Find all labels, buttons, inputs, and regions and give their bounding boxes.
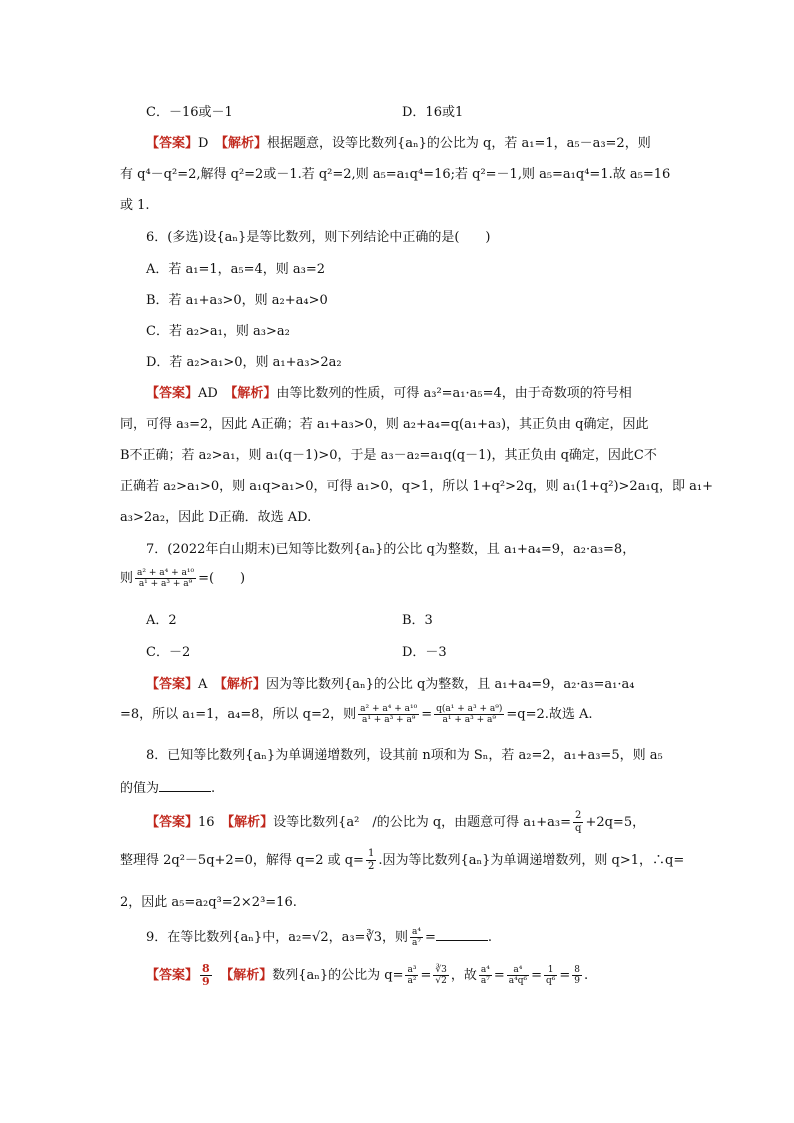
q5-answer-line	[146, 135, 651, 153]
q7-fraction: $\frac{\text{a² + a⁴ + a¹⁰}}{\text{a¹ + a³ + a⁹}}$	[137, 568, 195, 589]
explanation-label: 【解析】	[221, 136, 267, 151]
q8-explanation-line-3: 2，因此 a₅=a₂q³=2×2³=16.	[120, 895, 297, 910]
answer-blank	[436, 928, 488, 941]
answer-label: 【答案】	[146, 677, 199, 692]
answer-label: 【答案】	[146, 386, 199, 401]
q7-exp-fraction-1: $\frac{\text{a² + a⁴ + a¹⁰}}{\text{a¹ + a³ + a⁹}}$	[360, 704, 418, 725]
answer-label: 【答案】	[146, 815, 199, 830]
q6-explanation-line-4: 正确若 a₂>a₁>0，则 a₁q>a₁>0，可得 a₁>0，q>1，所以 1+q²>2q，则 a₁(1+q²)>2a₁q，即 a₁+	[120, 479, 713, 494]
answer-value: D	[198, 136, 209, 151]
q6-option-d: D．若 a₂>a₁>0，则 a₁+a₃>2a₂	[146, 355, 342, 370]
q9-frac-1: $\frac{\text{a³}}{\text{a²}}$	[407, 965, 417, 986]
answer-value: AD	[198, 386, 218, 401]
q9-stem: 9．在等比数列{aₙ}中，a₂=√2，a₃=∛3，则 $\frac{\text{a⁴}}{\text{a⁷}}$ = .	[146, 927, 493, 948]
q9-frac-4: $\frac{\text{a⁴}}{\text{a⁴q⁶}}$	[508, 965, 528, 986]
explanation-label: 【解析】	[227, 815, 274, 830]
explanation-label: 【解析】	[230, 386, 277, 401]
q9-stem-fraction: $\frac{\text{a⁴}}{\text{a⁷}}$	[412, 927, 421, 948]
explanation-label: 【解析】	[226, 968, 273, 983]
q6-answer-line	[146, 385, 632, 403]
explanation-label: 【解析】	[220, 677, 266, 692]
q6-explanation-line-2: 同，可得 a₃=2，因此 A正确；若 a₁+a₃>0，则 a₂+a₄=q(a₁+a₃)，其正负由 q确定，因此	[120, 417, 649, 432]
q6-stem: 6．(多选)设{aₙ}是等比数列，则下列结论中正确的是( )	[146, 230, 491, 245]
q7-question-line: 则 $\frac{\text{a² + a⁴ + a¹⁰}}{\text{a¹ + a³ + a⁹}}$ =( )	[120, 568, 246, 589]
q9-answer-fraction: $\frac{8}{9}$	[202, 962, 210, 988]
answer-blank	[159, 779, 211, 792]
q8-stem: 8．已知等比数列{aₙ}为单调递增数列，设其前 n项和为 Sₙ，若 a₂=2，a₁+a₃=5，则 a₅	[146, 748, 663, 763]
q6-option-b: B．若 a₁+a₃>0，则 a₂+a₄>0	[146, 293, 328, 308]
explanation-text: 根据题意，设等比数列{aₙ}的公比为 q，若 a₁=1，a₅－a₃=2，则	[266, 136, 651, 151]
explanation-text: 由等比数列的性质，可得 a₃²=a₁·a₅=4，由于奇数项的符号相	[276, 386, 632, 401]
q8-stem-line-2: 的值为 .	[120, 781, 216, 796]
q9-answer-line: 【答案】 $\frac{8}{9}$ 【解析】数列{aₙ}的公比为 q= $\frac{\text{a³}}{\text{a²}}$ = $\frac{∛3}{√2}$ ，故 $\frac{\text{a⁴}}{\text{a⁷}}$ = $\frac{\text{a⁴}}{\text{a⁴q⁶}}$ = $\frac{1}{\text{q⁶}}$ = $\frac{8}{9}$ .	[146, 962, 589, 988]
q6-option-c: C．若 a₂>a₁，则 a₃>a₂	[146, 324, 290, 339]
answer-value: A	[198, 677, 208, 692]
q8-answer-line: 【答案】16 【解析】设等比数列{a² /的公比为 q，由题意可得 a₁+a₃= $\frac{2}{q}$ +2q=5，	[146, 810, 646, 834]
q5-explanation-line-2: 有 q⁴－q²=2,解得 q²=2或－1.若 q²=2,则 a₅=a₁q⁴=16;若 q²=－1,则 a₅=a₁q⁴=1.故 a₅=16	[120, 167, 671, 182]
answer-label: 【答案】	[146, 968, 199, 983]
q6-explanation-line-3: B不正确；若 a₂>a₁，则 a₁(q－1)>0，于是 a₃－a₂=a₁q(q－1)，其正负由 q确定，因此C不	[120, 448, 657, 463]
q9-frac-6: $\frac{8}{9}$	[574, 965, 580, 986]
q9-frac-2: $\frac{∛3}{√2}$	[435, 965, 447, 986]
q5-explanation-line-3: 或 1.	[120, 198, 150, 213]
q7-option-a: A．2	[146, 613, 177, 628]
q7-option-c: C．－2	[146, 645, 191, 660]
q8-half-fraction: $\frac{1}{2}$	[367, 848, 375, 872]
answer-value: 16	[198, 815, 215, 830]
q7-stem: 7．(2022年白山期末)已知等比数列{aₙ}的公比 q为整数，且 a₁+a₄=9，a₂·a₃=8，	[146, 542, 636, 557]
q7-option-b: B．3	[402, 613, 433, 628]
q9-frac-3: $\frac{\text{a⁴}}{\text{a⁷}}$	[480, 965, 490, 986]
q7-explanation-line-2: =8，所以 a₁=1，a₄=8，所以 q=2，则 $\frac{\text{a² + a⁴ + a¹⁰}}{\text{a¹ + a³ + a⁹}}$ = $\frac{\text{q(a¹ + a³ + a⁹)}}{\text{a¹ + a³ + a⁹}}$ =q=2.故选 A.	[120, 704, 593, 725]
q8-exp-fraction: $\frac{2}{q}$	[575, 810, 582, 834]
q8-explanation-line-2: 整理得 2q²－5q+2=0，解得 q=2 或 q= $\frac{1}{2}$ .因为等比数列{aₙ}为单调递增数列，则 q>1，∴q=	[120, 848, 685, 872]
q7-option-d: D．－3	[402, 645, 447, 660]
answer-label: 【答案】	[146, 136, 199, 151]
q7-answer-line	[146, 676, 634, 694]
q6-explanation-line-5: a₃>2a₂，因此 D正确．故选 AD.	[120, 510, 312, 525]
q5-option-c: C．－16或－1	[146, 105, 233, 120]
q7-exp-fraction-2: $\frac{\text{q(a¹ + a³ + a⁹)}}{\text{a¹ + a³ + a⁹}}$	[436, 704, 503, 725]
q6-option-a: A．若 a₁=1，a₅=4，则 a₃=2	[146, 262, 326, 277]
explanation-text: 因为等比数列{aₙ}的公比 q为整数，且 a₁+a₄=9，a₂·a₃=a₁·a₄	[265, 677, 635, 692]
q5-option-d: D．16或1	[402, 105, 464, 120]
q9-frac-5: $\frac{1}{\text{q⁶}}$	[545, 965, 556, 986]
